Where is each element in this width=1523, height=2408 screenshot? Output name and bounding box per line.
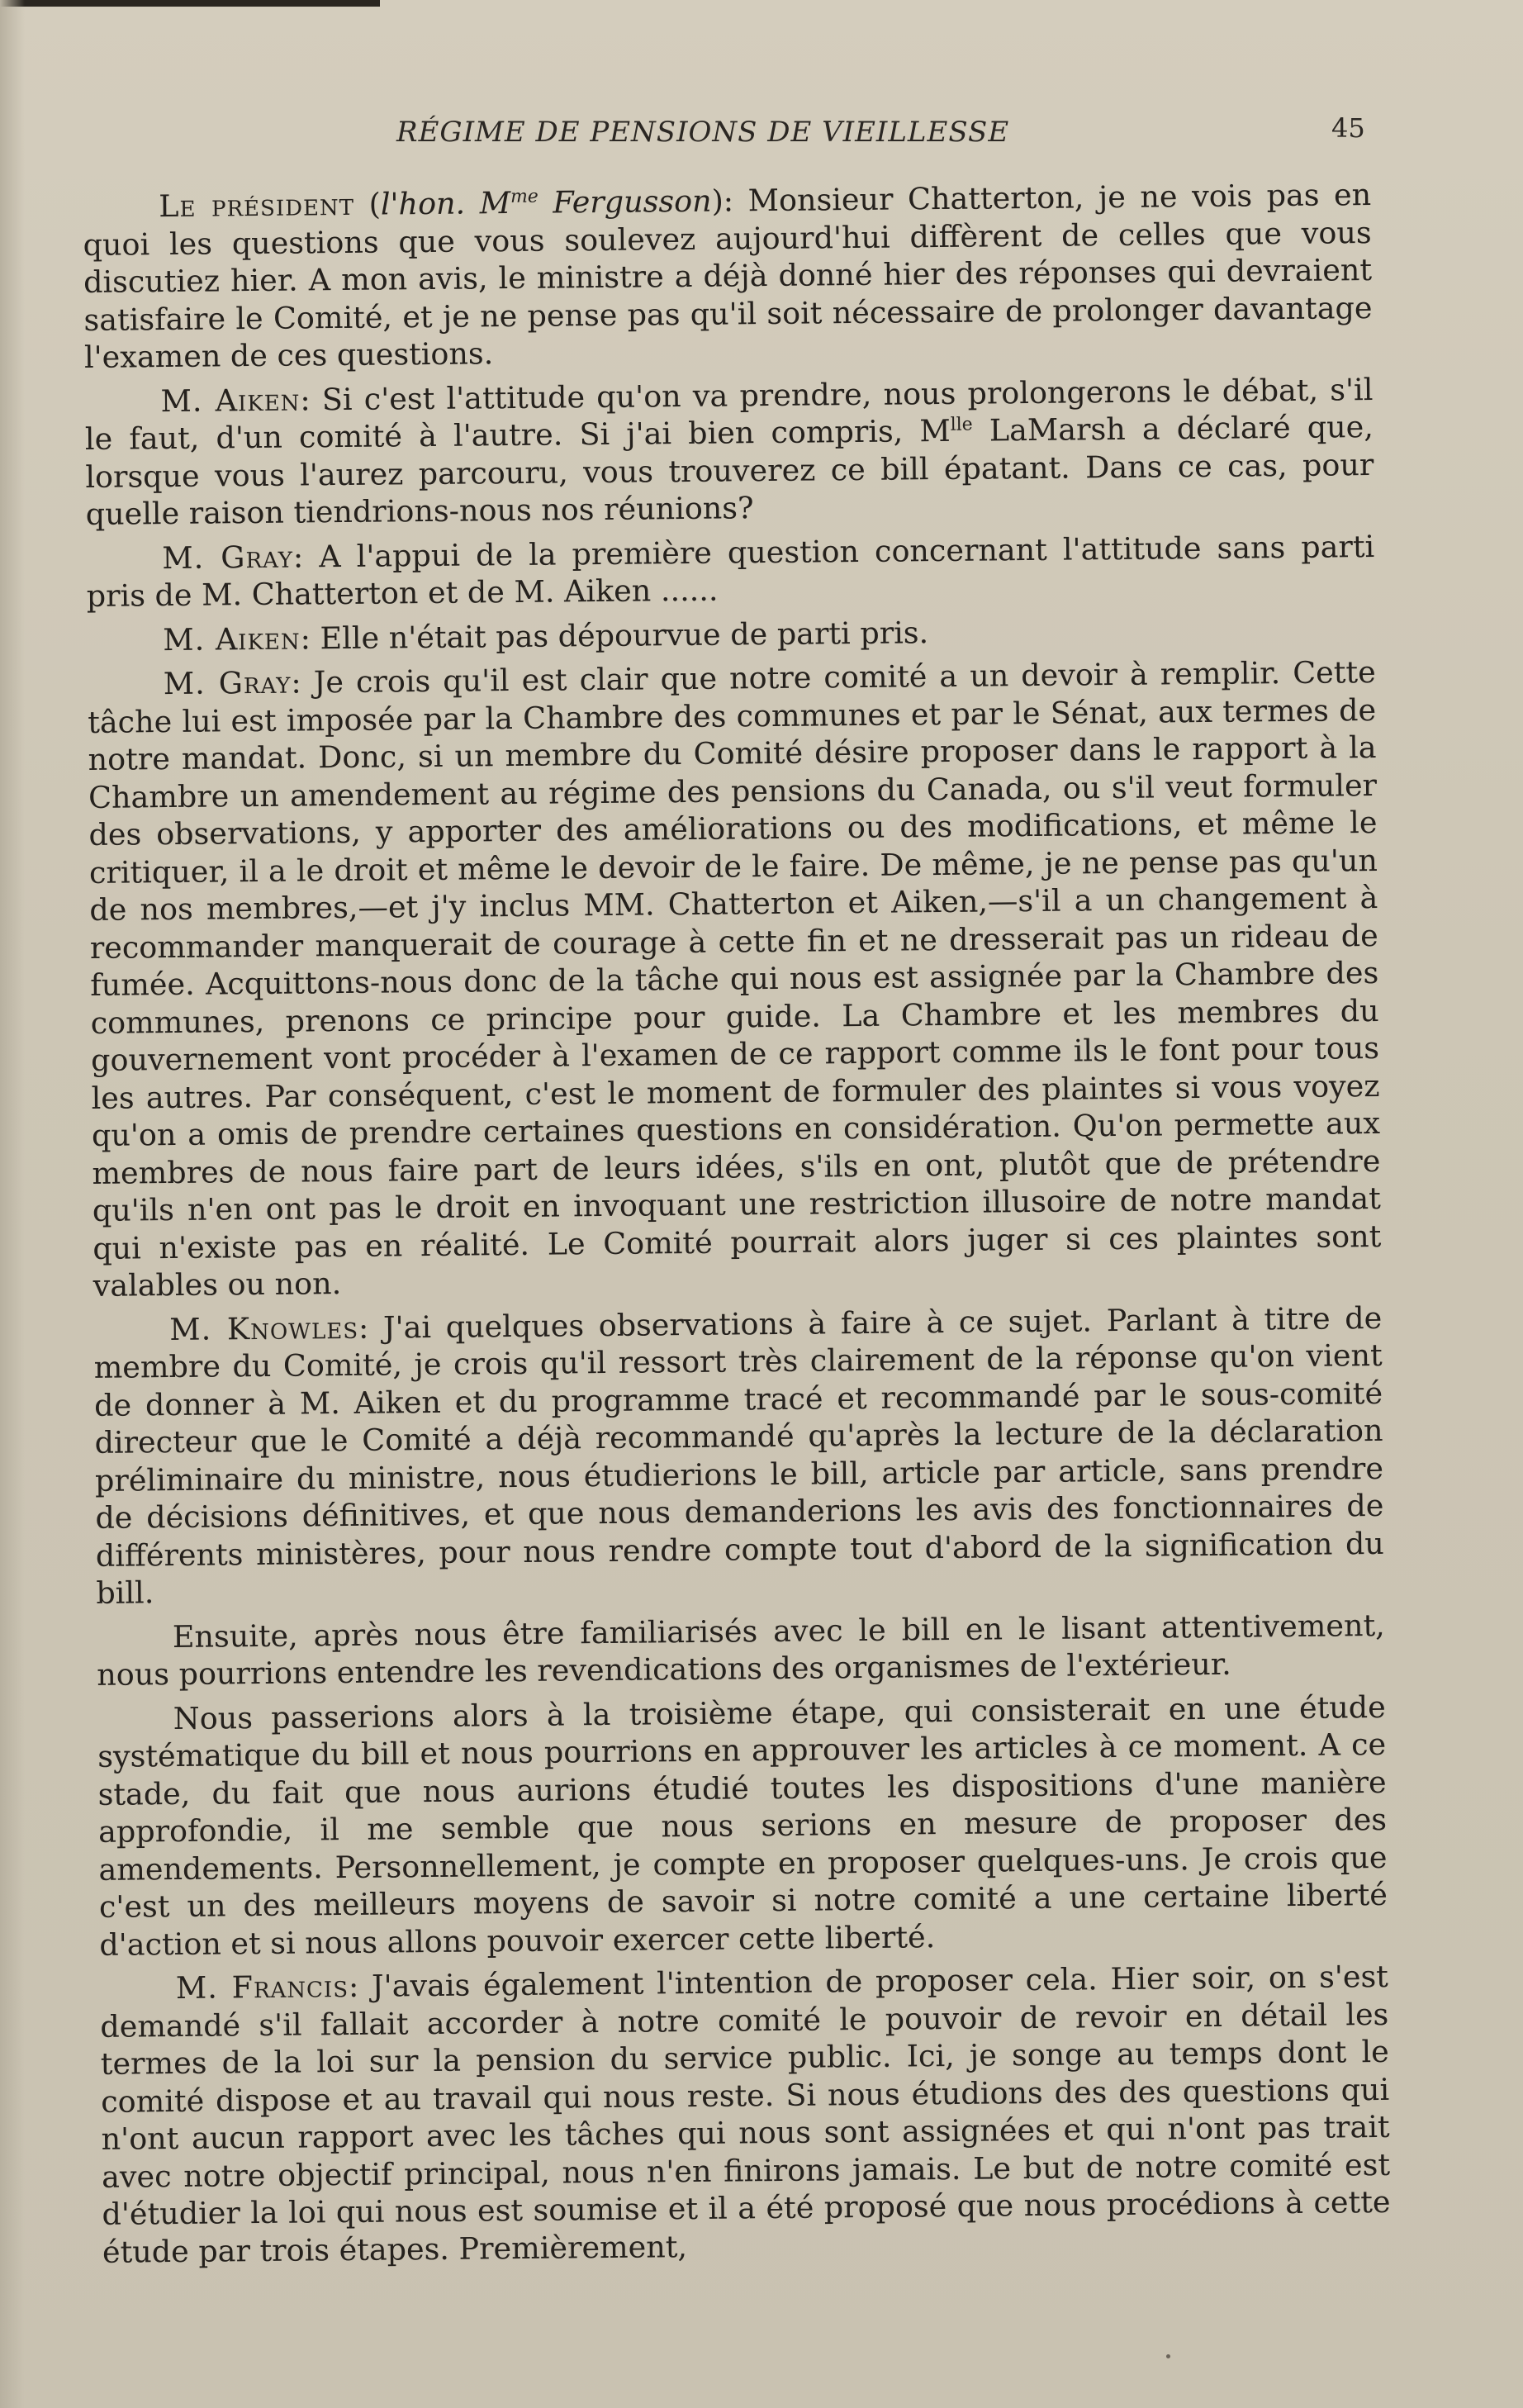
- paragraph-knowles-cont-2: [97, 1688, 1388, 1963]
- speaker-name: M. Aiken: [160, 381, 301, 419]
- speaker-name: M. Gray: [162, 539, 294, 576]
- speaker-note-sup: me: [510, 186, 539, 207]
- binding-shadow: [0, 0, 25, 2408]
- body-text: [83, 176, 1391, 2277]
- speaker-name: M. Gray: [163, 664, 292, 702]
- paragraph-text: Monsieur Chatterton, je ne vois pas en quoi les questions que vous soulevez aujourd'hui diffèrent de celles que vous discutiez hier. A mon avis, le ministre a déjà donné hier des réponses qui devraient satisfaire le Comité, et je ne pense pas qu'il soit nécessaire de prolonger davantage l'examen de ces questions.: [83, 177, 1373, 375]
- paragraph-text: : J'ai quelques observations à faire à ce sujet. Parlant à titre de membre du Comité, je crois qu'il ressort très clairement de la réponse qu'on vient de donner à M. Aiken et du programme tracé et recommandé par le sous-comité directeur que le Comité a déjà recommandé qu'après la lecture de la déclaration préliminaire du ministre, nous étudierions le bill, article par article, sans prendre de décisions définitives, et que nous demanderions les avis des fonctionnaires de différents ministères, pour nous rendre compte tout d'abord de la signification du bill.: [93, 1299, 1385, 1611]
- paragraph-text: : Elle n'était pas dépourvue de parti pris.: [300, 614, 929, 656]
- speaker-note-close: ):: [711, 183, 748, 219]
- speaker-note-b: Fergusson: [538, 183, 712, 221]
- speaker-name: M. Aiken: [163, 620, 301, 658]
- paragraph-text: Nous passerions alors à la troisième étape, qui consisterait en une étude systématique du bill et nous pourrions en approuver les articles à ce moment. A ce stade, du fait que nous aurions étudié toutes les dispositions d'une manière approfondie, il me semble que nous serions en mesure de proposer des amendements. Personnellement, je compte en proposer quelques-uns. Je crois que c'est un des meilleurs moyens de savoir si notre comité a une certaine liberté d'action et si nous allons pouvoir exercer cette liberté.: [97, 1688, 1388, 1963]
- title-superscript: lle: [950, 414, 973, 435]
- speaker-name: M. Francis: [175, 1969, 349, 2007]
- paragraph-aiken-2: [87, 610, 1375, 659]
- paragraph-text-a: : Si c'est l'attitude qu'on va prendre, nous prolongerons le débat, s'il le faut, d'un comité à l'autre. Si j'ai bien compris, M: [84, 371, 1374, 457]
- paragraph-gray-1: [86, 528, 1375, 615]
- paragraph-knowles: [93, 1299, 1384, 1612]
- paragraph-text: : A l'appui de la première question concernant l'attitude sans parti pris de M. Chatterton et de M. Aiken ......: [86, 528, 1375, 614]
- speaker-note-open: (: [353, 186, 382, 222]
- paragraph-text: Ensuite, après nous être familiarisés avec le bill en le lisant attentivement, nous pourrions entendre les revendications des organismes de l'extérieur.: [97, 1607, 1385, 1693]
- paper-speck: [1166, 2354, 1170, 2358]
- page-top-edge: [0, 0, 380, 7]
- running-title: RÉGIME DE PENSIONS DE VIEILLESSE: [396, 116, 1010, 149]
- paragraph-francis: [100, 1958, 1391, 2271]
- paragraph-text: : Je crois qu'il est clair que notre comité a un devoir à remplir. Cette tâche lui est imposée par la Chambre des communes et par le Sénat, aux termes de notre mandat. Donc, si un membre du Comité désire proposer dans le rapport à la Chambre un amendement au régime des pensions du Canada, ou s'il veut formuler des observations, y apporter des améliorations ou des modifications, et même le critiquer, il a le droit et même le devoir de le faire. De même, je ne pense pas qu'un de nos membres,—et j'y inclus MM. Chatterton et Aiken,—s'il a un changement à recommander manquerait de courage à cette fin et ne dresserait pas un rideau de fumée. Acquittons-nous donc de la tâche qui nous est assignée par la Chambre des communes, prenons ce principe pour guide. La Chambre et les membres du gouvernement vont procéder à l'examen de ce rapport comme ils le font pour tous les autres. Par conséquent, c'est le moment de formuler des plaintes si vous voyez qu'on a omis de prendre certaines questions en considération. Qu'on permette aux membres de nous faire part de leurs idées, s'ils en ont, plutôt que de prétendre qu'ils n'en ont pas le droit en invoquant une restriction illusoire de notre mandat qui n'existe pas en réalité. Le Comité pourrait alors juger si ces plaintes sont valables ou non.: [87, 653, 1382, 1304]
- paragraph-aiken-1: [84, 371, 1374, 534]
- page-number: 45: [1331, 112, 1365, 144]
- paragraph-president: [83, 176, 1373, 376]
- paragraph-knowles-cont-1: [97, 1606, 1386, 1693]
- paragraph-gray-2: [88, 653, 1382, 1304]
- paragraph-text-b: LaMarsh a déclaré que, lorsque vous l'aurez parcouru, vous trouverez ce bill épatant. Dans ce cas, pour quelle raison tiendrions-nous nos réunions?: [85, 409, 1374, 532]
- speaker-name: M. Knowles: [169, 1309, 359, 1347]
- speaker-name: Le président: [159, 186, 355, 225]
- speaker-note-a: l'hon. M: [380, 185, 511, 222]
- paragraph-text: : J'avais également l'intention de proposer cela. Hier soir, on s'est demandé s'il fallait accorder à notre comité le pouvoir de revoir en détail les termes de la loi sur la pension du service public. Ici, je songe au temps dont le comité dispose et au travail qui nous reste. Si nous étudions des des questions qui n'ont aucun rapport avec les tâches qui nous sont assignées et qui n'ont pas trait avec notre objectif principal, nous n'en finirons jamais. Le but de notre comité est d'étudier la loi qui nous est soumise et il a été proposé que nous procédions à cette étude par trois étapes. Premièrement,: [100, 1958, 1391, 2270]
